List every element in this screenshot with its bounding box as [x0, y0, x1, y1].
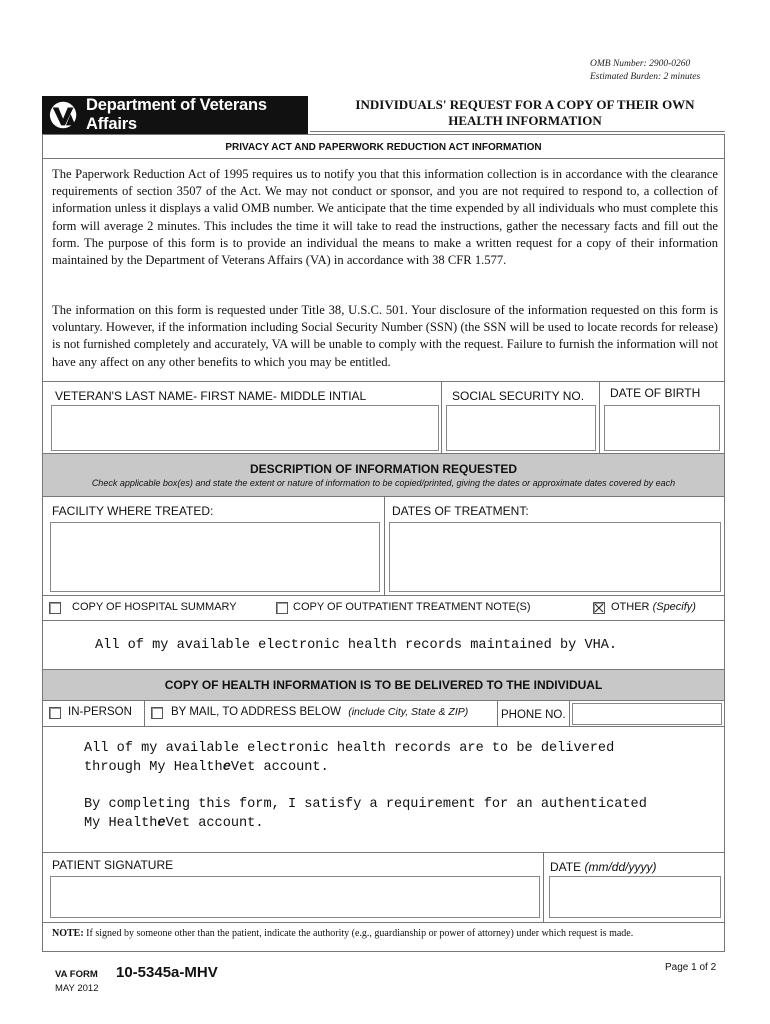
signature-date-field[interactable] [549, 876, 721, 918]
delivery-note-1-line-2b: Vet account. [230, 759, 329, 775]
omb-info [590, 58, 700, 84]
delivery-note-2[interactable] [84, 796, 647, 833]
delivery-note-1[interactable] [84, 740, 614, 777]
ssn-label: SOCIAL SECURITY NO. [452, 389, 585, 403]
other-checkbox[interactable] [593, 602, 605, 614]
patient-signature-label: PATIENT SIGNATURE [52, 858, 174, 872]
phone-field[interactable] [572, 703, 722, 725]
privacy-paragraph-1: The Paperwork Reduction Act of 1995 requires us to notify you that this information collection is in accordance with the clearance requirements of section 3507 of the Act. We may not conduct or sponsor, and you are not required to respond to, a collection of information unless it displays a valid OMB number. We anticipate that the time expended by all individuals who must complete this form will average 2 minutes. This includes the time it will take to read the instructions, gather the necessary facts and fill out the form. The purpose of this form is to provide an individual the means to make a written request for a copy of their information maintained by the Department of Veterans Affairs (VA) in accordance with 38 CFR 1.577. [52, 167, 718, 268]
delivery-header [43, 670, 724, 700]
signature-date-label [550, 860, 656, 874]
note-label: NOTE: [52, 928, 84, 939]
omb-number: OMB Number: 2900-0260 [590, 59, 691, 69]
privacy-heading: PRIVACY ACT AND PAPERWORK REDUCTION ACT INFORMATION [225, 142, 542, 153]
va-logo [42, 96, 308, 134]
phone-label: PHONE NO. [501, 709, 566, 721]
delivery-note-2-e: e [157, 815, 166, 831]
delivery-note-2-line-2a: My Health [84, 815, 158, 831]
in-person-checkbox[interactable] [49, 707, 61, 719]
other-label [611, 601, 696, 613]
delivery-note-2-line-2b: Vet account. [165, 815, 264, 831]
veteran-name-field[interactable] [51, 405, 439, 451]
va-form-label: VA FORM [55, 969, 98, 980]
dob-label: DATE OF BIRTH [610, 386, 701, 400]
dates-label: DATES OF TREATMENT: [392, 504, 529, 518]
outpatient-notes-checkbox[interactable] [276, 602, 288, 614]
dates-field[interactable] [389, 522, 721, 592]
veteran-name-label: VETERAN'S LAST NAME- FIRST NAME- MIDDLE INTIAL [55, 389, 367, 403]
other-label-text: OTHER [611, 601, 650, 613]
by-mail-text: BY MAIL, TO ADDRESS BELOW [171, 706, 342, 718]
dob-field[interactable] [604, 405, 720, 451]
facility-field[interactable] [50, 522, 380, 592]
form-title [325, 97, 725, 129]
description-heading: DESCRIPTION OF INFORMATION REQUESTED [249, 462, 518, 476]
signature-date-format: (mm/dd/yyyy) [584, 860, 657, 874]
authority-note [52, 928, 633, 939]
hospital-summary-checkbox[interactable] [49, 602, 61, 614]
delivery-note-1-e: e [222, 759, 231, 775]
title-line-1: INDIVIDUALS' REQUEST FOR A COPY OF THEIR OWN [355, 97, 695, 112]
delivery-note-1-line-2a: through My Health [84, 759, 223, 775]
description-subheading: Check applicable box(es) and state the extent or nature of information to be copied/printed, giving the dates or approximate dates covered by each [91, 478, 676, 488]
checkmark-x-icon [594, 603, 604, 613]
patient-signature-field[interactable] [50, 876, 540, 918]
agency-name: Department of Veterans Affairs [86, 96, 267, 133]
form-number: 10-5345a-MHV [116, 964, 218, 981]
other-specify: (Specify) [652, 601, 696, 613]
hospital-summary-label: COPY OF HOSPITAL SUMMARY [72, 601, 237, 613]
ssn-field[interactable] [446, 405, 596, 451]
by-mail-note: (include City, State & ZIP) [348, 706, 469, 718]
by-mail-label [171, 706, 468, 718]
requested-info-text[interactable]: All of my available electronic health records maintained by VHA. [95, 638, 618, 653]
privacy-paragraph-2: The information on this form is requested under Title 38, U.S.C. 501. Your disclosure of the information requested on this form is voluntary. However, if the information including Social Security Number (SSN) (the SSN will be used to locate records for release) is not furnished completely and accurately, VA will be unable to comply with the request. Failure to furnish the information will not have any affect on any other benefits to which you may be entitled. [52, 303, 718, 369]
delivery-note-2-line-1: By completing this form, I satisfy a requirement for an authenticated [84, 797, 647, 812]
delivery-heading: COPY OF HEALTH INFORMATION IS TO BE DELIVERED TO THE INDIVIDUAL [164, 678, 603, 692]
facility-label: FACILITY WHERE TREATED: [52, 504, 214, 518]
estimated-burden: Estimated Burden: 2 minutes [590, 72, 701, 82]
page-number: Page 1 of 2 [665, 962, 717, 973]
delivery-note-1-line-1: All of my available electronic health records are to be delivered [84, 741, 615, 756]
note-text: If signed by someone other than the patient, indicate the authority (e.g., guardianship or power of attorney) under which request is made. [86, 928, 634, 939]
in-person-label: IN-PERSON [68, 706, 132, 718]
outpatient-notes-label: COPY OF OUTPATIENT TREATMENT NOTE(S) [293, 601, 531, 613]
form-date: MAY 2012 [55, 983, 99, 994]
by-mail-checkbox[interactable] [151, 707, 163, 719]
description-header [43, 454, 724, 496]
va-seal-icon [48, 100, 80, 130]
title-line-2: HEALTH INFORMATION [448, 113, 602, 128]
signature-date-text: DATE [550, 860, 582, 874]
